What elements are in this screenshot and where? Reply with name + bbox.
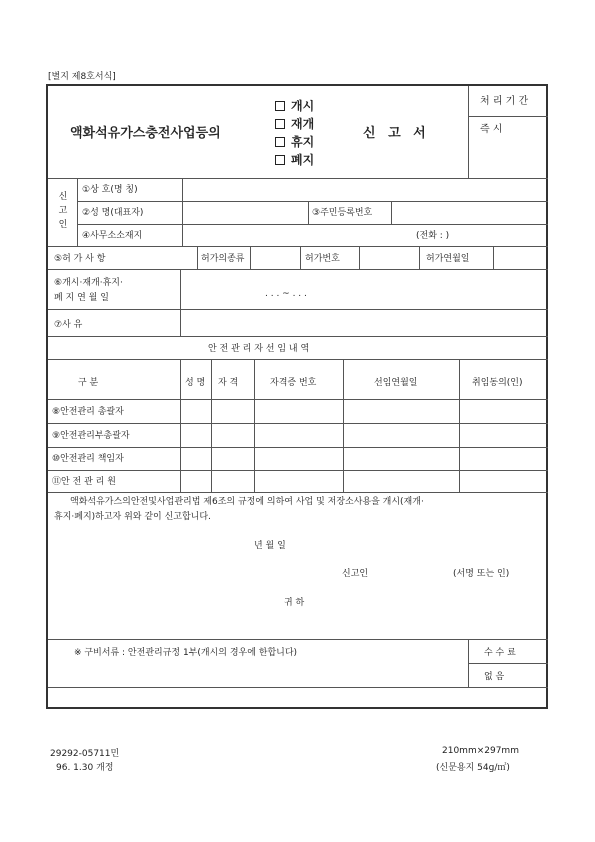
table-row: ⑩안전관리 책임자	[52, 454, 124, 464]
option-resume[interactable]: 재개	[275, 117, 314, 132]
col-header-consent: 취임동의(인)	[472, 378, 523, 388]
signature-note: (서명 또는 인)	[453, 569, 510, 579]
processing-label: 처 리 기 간	[480, 96, 529, 107]
option-start[interactable]: 개시	[275, 99, 314, 114]
footer-size: 210mm×297mm	[442, 746, 519, 756]
declaration-text-1: 액화석유가스의안전및사업관리법 제6조의 규정에 의하여 사업 및 저장소사용을 개시(재개·	[70, 497, 424, 507]
declaration-form	[46, 84, 548, 709]
checkbox-icon	[275, 137, 285, 147]
declaration-date: 년 월 일	[254, 541, 286, 551]
attachments-note: ※ 구비서류 : 안전관리규정 1부(개시의 경우에 한합니다)	[74, 648, 298, 658]
permit-number-label: 허가번호	[305, 254, 340, 264]
col-header-qualification: 자 격	[218, 378, 239, 388]
period-value: . . . ~ . . .	[265, 289, 307, 299]
fee-value: 없 음	[484, 672, 505, 682]
col-header-license-number: 자격증 번호	[270, 378, 317, 388]
option-close[interactable]: 폐지	[275, 153, 314, 168]
footer-code: 29292-05711민	[50, 749, 120, 759]
period-label-2: 폐 지 연 월 일	[54, 293, 109, 303]
title-left: 액화석유가스충전사업등의	[70, 126, 221, 141]
processing-value: 즉 시	[480, 124, 503, 135]
footer-paper: (신문용지 54g/㎡)	[436, 763, 510, 773]
permit-date-label: 허가연월일	[426, 254, 470, 264]
office-address-label: ④사무소소재지	[82, 231, 143, 241]
title-right: 신 고 서	[363, 126, 430, 141]
signer-label: 신고인	[342, 569, 369, 579]
form-code: [별지 제8호서식]	[48, 72, 116, 82]
company-name-label: ①상 호(명 칭)	[82, 185, 138, 195]
recipient: 귀 하	[284, 598, 305, 608]
fee-label: 수 수 료	[484, 648, 516, 658]
safety-section-title: 안 전 관 리 자 선 임 내 역	[208, 344, 310, 354]
representative-label: ②성 명(대표자)	[82, 208, 144, 218]
option-suspend[interactable]: 휴지	[275, 135, 314, 150]
col-header-name: 성 명	[185, 378, 206, 388]
table-row: ⑪안 전 관 리 원	[52, 477, 116, 487]
phone-label: (전화 : )	[416, 231, 450, 241]
table-row: ⑧안전관리 총괄자	[52, 407, 124, 417]
period-label-1: ⑥개시·재개·휴지·	[54, 278, 123, 288]
footer-revision: 96. 1.30 개정	[56, 763, 114, 773]
permit-type-label: 허가의종류	[201, 254, 245, 264]
reason-label: ⑦사 유	[54, 320, 83, 330]
permit-label: ⑤허 가 사 항	[54, 254, 106, 264]
checkbox-icon	[275, 101, 285, 111]
col-header-appointment-date: 선임연월일	[374, 378, 418, 388]
checkbox-icon	[275, 155, 285, 165]
resident-number-label: ③주민등록번호	[312, 208, 373, 218]
checkbox-icon	[275, 119, 285, 129]
applicant-side-label: 신고인	[58, 192, 68, 230]
table-row: ⑨안전관리부총괄자	[52, 431, 130, 441]
declaration-text-2: 휴지·폐지)하고자 위와 같이 신고합니다.	[54, 512, 211, 522]
col-header-category: 구 분	[78, 378, 99, 388]
